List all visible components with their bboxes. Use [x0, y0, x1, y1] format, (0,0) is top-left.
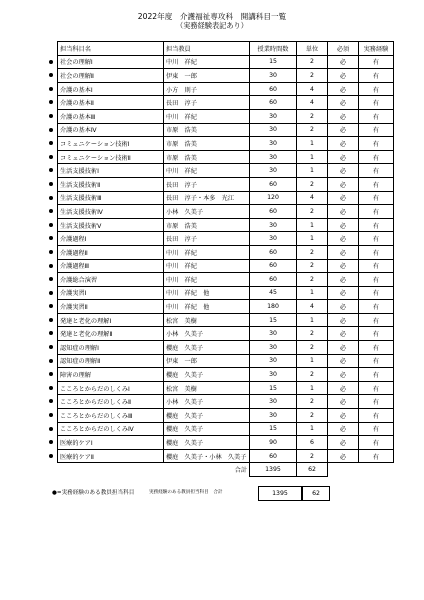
table-row [58, 205, 394, 219]
cell-required: 必 [328, 436, 359, 450]
table-row [58, 327, 394, 341]
cell-hours: 15 [250, 313, 297, 327]
cell-credits: 4 [297, 96, 328, 110]
cell-teacher: 市原 浩美 [164, 123, 250, 137]
cell-experience: 有 [359, 409, 394, 423]
table-row [58, 286, 394, 300]
table-row [58, 300, 394, 314]
cell-teacher: 市原 浩美 [164, 218, 250, 232]
experience-bullet [49, 359, 53, 363]
experience-total-label: 実務経験のある教員担当科目 合計 [149, 490, 223, 495]
experience-bullet [49, 73, 53, 77]
cell-teacher: 中川 祥紀 [164, 164, 250, 178]
cell-credits: 4 [297, 300, 328, 314]
experience-bullet [49, 87, 53, 91]
cell-credits: 2 [297, 109, 328, 123]
cell-hours: 30 [250, 137, 297, 151]
table-row [58, 55, 394, 69]
table-row [58, 341, 394, 355]
table-row [58, 313, 394, 327]
total-hours: 1395 [250, 463, 297, 477]
table-row [58, 273, 394, 287]
table-row [58, 82, 394, 96]
header-teacher: 担当教員 [164, 42, 250, 56]
cell-teacher: 市原 浩美 [164, 150, 250, 164]
cell-required: 必 [328, 96, 359, 110]
cell-required: 必 [328, 137, 359, 151]
experience-bullet [49, 331, 53, 335]
experience-bullet [49, 155, 53, 159]
cell-subject: 介護の基本Ⅰ [58, 82, 164, 96]
cell-experience: 有 [359, 96, 394, 110]
cell-credits: 2 [297, 55, 328, 69]
cell-experience: 有 [359, 273, 394, 287]
cell-hours: 60 [250, 96, 297, 110]
cell-required: 必 [328, 205, 359, 219]
cell-teacher: 中川 祥紀 [164, 259, 250, 273]
cell-credits: 1 [297, 422, 328, 436]
cell-experience: 有 [359, 286, 394, 300]
cell-subject: コミュニケーション技術Ⅱ [58, 150, 164, 164]
document-subtitle: （実務経験表記あり） [176, 21, 248, 30]
cell-credits: 1 [297, 164, 328, 178]
cell-required: 必 [328, 191, 359, 205]
cell-subject: 発達と老化の理解Ⅱ [58, 327, 164, 341]
experience-bullet [49, 141, 53, 145]
cell-subject: 医療的ケアⅠ [58, 436, 164, 450]
cell-credits: 2 [297, 273, 328, 287]
cell-required: 必 [328, 422, 359, 436]
cell-required: 必 [328, 300, 359, 314]
cell-required: 必 [328, 286, 359, 300]
cell-subject: こころとからだのしくみⅠ [58, 381, 164, 395]
cell-experience: 有 [359, 137, 394, 151]
cell-experience: 有 [359, 191, 394, 205]
cell-subject: 介護の基本Ⅲ [58, 109, 164, 123]
cell-experience: 有 [359, 436, 394, 450]
cell-required: 必 [328, 218, 359, 232]
experience-bullet [49, 277, 53, 281]
cell-hours: 90 [250, 436, 297, 450]
cell-hours: 60 [250, 259, 297, 273]
table-row [58, 191, 394, 205]
cell-hours: 60 [250, 273, 297, 287]
cell-required: 必 [328, 177, 359, 191]
cell-hours: 60 [250, 177, 297, 191]
cell-subject: 生活支援技術Ⅴ [58, 218, 164, 232]
table-row [58, 109, 394, 123]
cell-subject: 障害の理解 [58, 368, 164, 382]
cell-subject: 介護実習Ⅱ [58, 300, 164, 314]
table-row [58, 395, 394, 409]
cell-required: 必 [328, 232, 359, 246]
cell-required: 必 [328, 69, 359, 83]
cell-credits: 2 [297, 205, 328, 219]
cell-hours: 45 [250, 286, 297, 300]
cell-hours: 30 [250, 164, 297, 178]
cell-credits: 2 [297, 449, 328, 463]
cell-experience: 有 [359, 245, 394, 259]
table-row [58, 354, 394, 368]
cell-credits: 1 [297, 381, 328, 395]
cell-teacher: 中川 祥紀 [164, 273, 250, 287]
cell-experience: 有 [359, 381, 394, 395]
table-row [58, 96, 394, 110]
cell-required: 必 [328, 55, 359, 69]
experience-bullet [49, 304, 53, 308]
cell-credits: 2 [297, 123, 328, 137]
cell-experience: 有 [359, 341, 394, 355]
cell-hours: 120 [250, 191, 297, 205]
cell-subject: 社会の理解Ⅰ [58, 55, 164, 69]
cell-teacher: 伊東 一郎 [164, 69, 250, 83]
cell-required: 必 [328, 273, 359, 287]
cell-required: 必 [328, 150, 359, 164]
cell-subject: 医療的ケアⅡ [58, 449, 164, 463]
cell-credits: 1 [297, 137, 328, 151]
cell-experience: 有 [359, 395, 394, 409]
cell-experience: 有 [359, 449, 394, 463]
cell-required: 必 [328, 341, 359, 355]
cell-hours: 60 [250, 205, 297, 219]
cell-credits: 4 [297, 191, 328, 205]
table-row [58, 123, 394, 137]
cell-teacher: 長田 淳子 [164, 177, 250, 191]
cell-teacher: 小林 久美子 [164, 395, 250, 409]
cell-credits: 2 [297, 327, 328, 341]
table-row [58, 218, 394, 232]
table-row [58, 69, 394, 83]
cell-teacher: 小方 則子 [164, 82, 250, 96]
cell-credits: 1 [297, 232, 328, 246]
table-row [58, 164, 394, 178]
cell-subject: 発達と老化の理解Ⅰ [58, 313, 164, 327]
cell-hours: 30 [250, 109, 297, 123]
table-row [58, 409, 394, 423]
cell-experience: 有 [359, 259, 394, 273]
cell-teacher: 松宮 美樹 [164, 313, 250, 327]
cell-credits: 6 [297, 436, 328, 450]
cell-hours: 30 [250, 368, 297, 382]
cell-teacher: 櫻庭 久美子 [164, 341, 250, 355]
document-title: 2022年度 介護福祉専攻科 開講科目一覧 [137, 12, 287, 21]
cell-credits: 2 [297, 341, 328, 355]
cell-teacher: 中川 祥紀 [164, 109, 250, 123]
cell-teacher: 伊東 一郎 [164, 354, 250, 368]
cell-teacher: 市原 浩美 [164, 137, 250, 151]
cell-experience: 有 [359, 218, 394, 232]
cell-credits: 4 [297, 82, 328, 96]
experience-total-hours: 1395 [258, 486, 302, 501]
cell-subject: 生活支援技術Ⅳ [58, 205, 164, 219]
cell-hours: 30 [250, 395, 297, 409]
cell-credits: 1 [297, 218, 328, 232]
experience-bullet [49, 372, 53, 376]
cell-teacher: 小林 久美子 [164, 327, 250, 341]
cell-hours: 60 [250, 449, 297, 463]
cell-credits: 1 [297, 286, 328, 300]
cell-hours: 30 [250, 218, 297, 232]
total-row [58, 463, 394, 477]
course-table [57, 41, 394, 477]
experience-bullet [49, 427, 53, 431]
cell-experience: 有 [359, 82, 394, 96]
cell-hours: 30 [250, 354, 297, 368]
cell-subject: こころとからだのしくみⅢ [58, 409, 164, 423]
cell-experience: 有 [359, 313, 394, 327]
cell-hours: 30 [250, 232, 297, 246]
cell-subject: 生活支援技術Ⅱ [58, 177, 164, 191]
cell-credits: 1 [297, 354, 328, 368]
cell-subject: 介護の基本Ⅱ [58, 96, 164, 110]
experience-bullet [49, 196, 53, 200]
cell-experience: 有 [359, 177, 394, 191]
cell-subject: 生活支援技術Ⅲ [58, 191, 164, 205]
cell-experience: 有 [359, 300, 394, 314]
cell-required: 必 [328, 381, 359, 395]
experience-bullet [49, 114, 53, 118]
cell-teacher: 櫻庭 久美子 [164, 422, 250, 436]
cell-credits: 2 [297, 395, 328, 409]
cell-subject: 認知症の理解Ⅰ [58, 341, 164, 355]
experience-bullet [49, 209, 53, 213]
table-row [58, 422, 394, 436]
cell-teacher: 中川 祥紀 [164, 245, 250, 259]
cell-subject: 介護の基本Ⅳ [58, 123, 164, 137]
experience-bullet [49, 413, 53, 417]
cell-hours: 15 [250, 55, 297, 69]
cell-hours: 60 [250, 82, 297, 96]
cell-subject: 認知症の理解Ⅱ [58, 354, 164, 368]
cell-teacher: 中川 祥紀 他 [164, 300, 250, 314]
header-experience: 実務経験 [359, 42, 394, 56]
cell-experience: 有 [359, 422, 394, 436]
cell-teacher: 長田 淳子 [164, 96, 250, 110]
cell-credits: 2 [297, 259, 328, 273]
cell-credits: 2 [297, 409, 328, 423]
cell-subject: 生活支援技術Ⅰ [58, 164, 164, 178]
cell-credits: 1 [297, 150, 328, 164]
cell-subject: 社会の理解Ⅱ [58, 69, 164, 83]
total-credits: 62 [297, 463, 328, 477]
table-row [58, 177, 394, 191]
cell-required: 必 [328, 395, 359, 409]
experience-bullet [49, 128, 53, 132]
cell-credits: 2 [297, 177, 328, 191]
cell-teacher: 長田 淳子・本多 光江 [164, 191, 250, 205]
experience-bullet [49, 264, 53, 268]
cell-subject: こころとからだのしくみⅣ [58, 422, 164, 436]
header-required: 必須 [328, 42, 359, 56]
cell-required: 必 [328, 327, 359, 341]
cell-subject: 介護過程Ⅱ [58, 245, 164, 259]
experience-bullet [49, 236, 53, 240]
cell-required: 必 [328, 449, 359, 463]
experience-bullet [49, 100, 53, 104]
cell-teacher: 中川 祥紀 [164, 55, 250, 69]
experience-bullet [49, 168, 53, 172]
cell-required: 必 [328, 123, 359, 137]
cell-teacher: 櫻庭 久美子 [164, 436, 250, 450]
table-row [58, 150, 394, 164]
cell-required: 必 [328, 82, 359, 96]
cell-teacher: 長田 淳子 [164, 232, 250, 246]
cell-experience: 有 [359, 232, 394, 246]
header-subject: 担当科目名 [58, 42, 164, 56]
cell-required: 必 [328, 368, 359, 382]
cell-credits: 1 [297, 313, 328, 327]
experience-bullet [49, 345, 53, 349]
cell-hours: 60 [250, 245, 297, 259]
cell-required: 必 [328, 109, 359, 123]
cell-hours: 30 [250, 327, 297, 341]
table-row [58, 368, 394, 382]
cell-hours: 30 [250, 123, 297, 137]
header-hours: 授業時間数 [250, 42, 297, 56]
cell-experience: 有 [359, 205, 394, 219]
cell-required: 必 [328, 259, 359, 273]
experience-bullet [49, 182, 53, 186]
cell-experience: 有 [359, 123, 394, 137]
cell-teacher: 櫻庭 久美子 [164, 368, 250, 382]
experience-bullet [49, 386, 53, 390]
cell-subject: 介護総合演習 [58, 273, 164, 287]
header-credits: 単位 [297, 42, 328, 56]
experience-legend: ●=実務経験のある教員担当科目 [52, 490, 135, 496]
cell-subject: コミュニケーション技術Ⅰ [58, 137, 164, 151]
table-row [58, 381, 394, 395]
total-label: 合計 [164, 463, 250, 477]
cell-credits: 2 [297, 69, 328, 83]
cell-teacher: 小林 久美子 [164, 205, 250, 219]
cell-hours: 30 [250, 69, 297, 83]
header-row [58, 42, 394, 56]
experience-bullet [49, 399, 53, 403]
cell-hours: 15 [250, 422, 297, 436]
experience-bullet [49, 454, 53, 458]
cell-required: 必 [328, 245, 359, 259]
cell-hours: 30 [250, 341, 297, 355]
cell-teacher: 櫻庭 久美子・小林 久美子 [164, 449, 250, 463]
cell-required: 必 [328, 164, 359, 178]
cell-experience: 有 [359, 109, 394, 123]
cell-credits: 2 [297, 368, 328, 382]
cell-hours: 180 [250, 300, 297, 314]
cell-subject: こころとからだのしくみⅡ [58, 395, 164, 409]
experience-bullet [49, 318, 53, 322]
table-row [58, 436, 394, 450]
table-row [58, 137, 394, 151]
table-row [58, 232, 394, 246]
experience-bullet [49, 60, 53, 64]
cell-experience: 有 [359, 69, 394, 83]
table-row [58, 245, 394, 259]
cell-experience: 有 [359, 164, 394, 178]
cell-hours: 15 [250, 381, 297, 395]
cell-experience: 有 [359, 354, 394, 368]
cell-teacher: 櫻庭 久美子 [164, 409, 250, 423]
experience-bullet [49, 250, 53, 254]
cell-teacher: 松宮 美樹 [164, 381, 250, 395]
cell-hours: 30 [250, 150, 297, 164]
cell-experience: 有 [359, 327, 394, 341]
cell-subject: 介護過程Ⅲ [58, 259, 164, 273]
cell-required: 必 [328, 313, 359, 327]
experience-bullet [49, 440, 53, 444]
cell-required: 必 [328, 409, 359, 423]
cell-subject: 介護過程Ⅰ [58, 232, 164, 246]
cell-subject: 介護実習Ⅰ [58, 286, 164, 300]
table-row [58, 449, 394, 463]
cell-hours: 30 [250, 409, 297, 423]
experience-bullet [49, 223, 53, 227]
cell-experience: 有 [359, 150, 394, 164]
table-row [58, 259, 394, 273]
cell-experience: 有 [359, 55, 394, 69]
cell-credits: 2 [297, 245, 328, 259]
cell-experience: 有 [359, 368, 394, 382]
experience-total-credits: 62 [302, 486, 330, 501]
experience-bullet [49, 291, 53, 295]
cell-required: 必 [328, 354, 359, 368]
cell-teacher: 中川 祥紀 他 [164, 286, 250, 300]
